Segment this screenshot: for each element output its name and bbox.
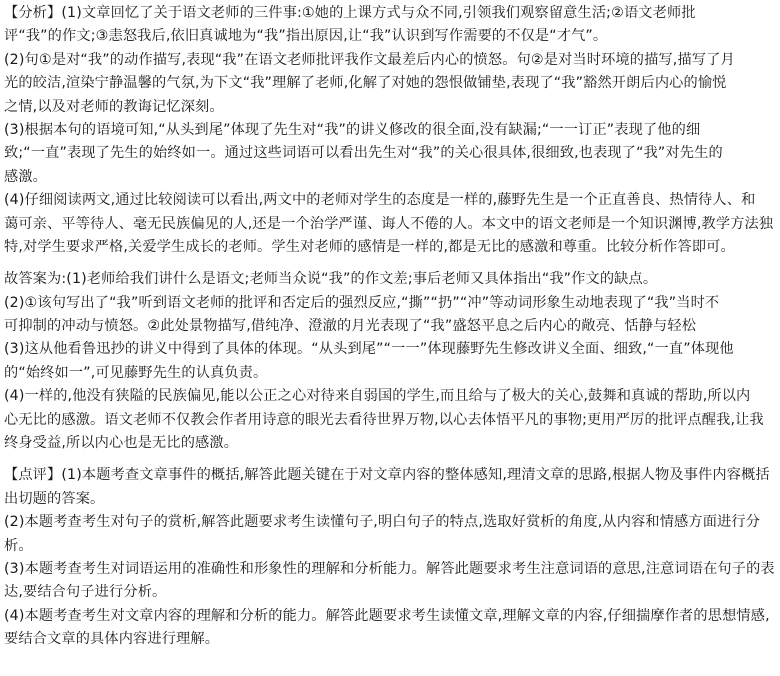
text-line: 蔼可亲、平等待人、毫无民族偏见的人,还是一个治学严谨、诲人不倦的人。本文中的语文老师是一个知识渊博,教学方法独 [4,215,774,232]
text-line: (4)一样的,他没有狭隘的民族偏见,能以公正之心对待来自弱国的学生,而且给与了极大的关心,鼓舞和真诚的帮助,所以内 [4,388,751,405]
text-line: 可抑制的冲动与愤怒。②此处景物描写,借纯净、澄澈的月光表现了“我”盛怒平息之后内心的敞亮、恬静与轻松 [4,318,697,335]
text-line: 评“我”的作文;③恚怒我后,依旧真诚地为“我”指出原因,让“我”认识到写作需要的不仅是“才气”。 [4,28,608,45]
text-line: 析。 [4,537,33,554]
text-line: (4)仔细阅读两文,通过比较阅读可以看出,两文中的老师对学生的态度是一样的,藤野先生是一个正直善良、热情待人、和 [4,192,756,209]
text-line: 致;“一直”表现了先生的始终如一。通过这些词语可以看出先生对“我”的关心很具体,很细致,也表现了“我”对先生的 [4,145,723,162]
text-line: 心无比的感激。语文老师不仅教会作者用诗意的眼光去看待世界万物,以心去体悟平凡的事物;更用严厉的批评点醒我,让我 [4,411,764,428]
text-line: 故答案为:(1)老师给我们讲什么是语文;老师当众说“我”的作文差;事后老师又具体指出“我”作文的缺点。 [4,271,658,288]
comment-section [4,464,776,651]
text-line: 之情,以及对老师的教诲记忆深刻。 [4,98,224,115]
text-line: 终身受益,所以内心也是无比的感激。 [4,435,239,452]
text-line: (3)这从他看鲁迅抄的讲义中得到了具体的体现。“从头到尾”“一一”体现藤野先生修改讲义全面、细致,“一直”体现他 [4,341,734,358]
text-line: 感激。 [4,168,48,185]
text-line: 【点评】(1)本题考查文章事件的概括,解答此题关键在于对文章内容的整体感知,理清文章的思路,根据人物及事件内容概括 [4,467,770,484]
text-line: 要结合文章的具体内容进行理解。 [4,631,220,648]
text-line: 的“始终如一”,可见藤野先生的认真负责。 [4,364,268,381]
text-line: (4)本题考查考生对文章内容的理解和分析的能力。解答此题要求考生读懂文章,理解文章的内容,仔细揣摩作者的思想情感, [4,607,770,624]
text-line: 【分析】(1)文章回忆了关于语文老师的三件事:①她的上课方式与众不同,引领我们观察留意生活;②语文老师批 [4,5,696,21]
text-line: (3)根据本句的语境可知,“从头到尾”体现了先生对“我”的讲义修改的很全面,没有缺漏;“一一订正”表现了他的细 [4,121,701,138]
text-line: (2)①该句写出了“我”听到语文老师的批评和否定后的强烈反应,“撕”“扔”“冲”等动词形象生动地表现了“我”当时不 [4,294,720,311]
text-line: 光的皎洁,渲染宁静温馨的气氛,为下文“我”理解了老师,化解了对她的怨恨做铺垫,表现了“我”豁然开朗后内心的愉悦 [4,75,727,92]
analysis-section [4,2,776,259]
document-body [4,2,776,652]
text-line: 达,要结合句子进行分析。 [4,584,167,601]
text-line: 出切题的答案。 [4,490,105,507]
text-line: (2)本题考查考生对句子的赏析,解答此题要求考生读懂句子,明白句子的特点,选取好赏析的角度,从内容和情感方面进行分 [4,514,761,531]
answer-section [4,268,776,455]
text-line: (3)本题考查考生对词语运用的准确性和形象性的理解和分析能力。解答此题要求考生注意词语的意思,注意词语在句子的表 [4,560,775,577]
text-line: 特,对学生要求严格,关爱学生成长的老师。学生对老师的感情是一样的,都是无比的感激和尊重。比较分析作答即可。 [4,238,735,255]
text-line: (2)句①是对“我”的动作描写,表现“我”在语文老师批评我作文最差后内心的愤怒。句②是对当时环境的描写,描写了月 [4,51,735,68]
